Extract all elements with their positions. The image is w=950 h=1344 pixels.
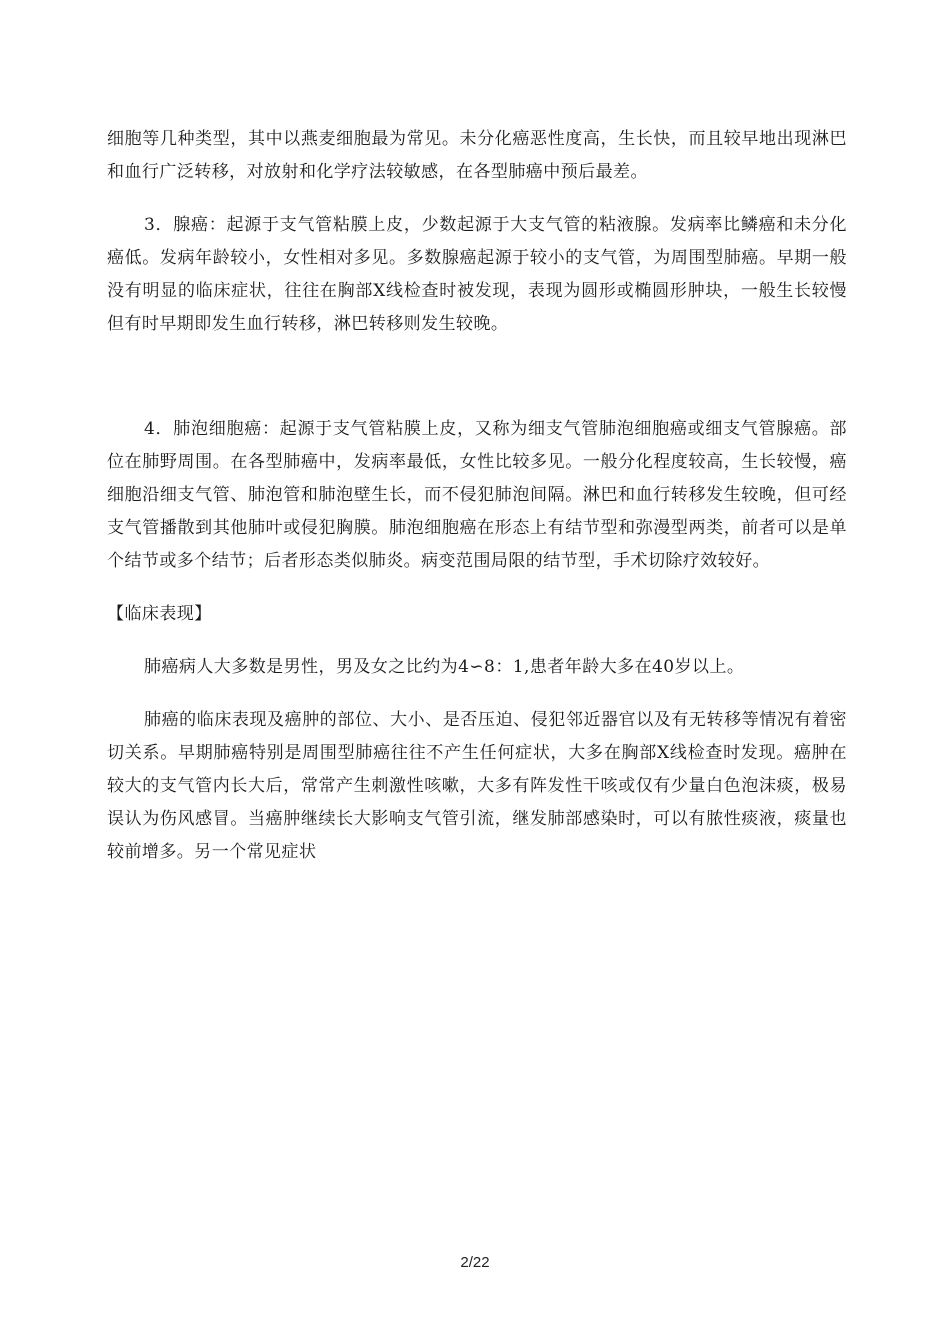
paragraph-continuation: 细胞等几种类型，其中以燕麦细胞最为常见。未分化癌恶性度高，生长快，而且较早地出现淋巴和血行广泛转移，对放射和化学疗法较敏感，在各型肺癌中预后最差。 [107, 129, 847, 182]
document-body [107, 123, 847, 869]
paragraph-clinical-presentation: 肺癌的临床表现及癌肿的部位、大小、是否压迫、侵犯邻近器官以及有无转移等情况有着密切关系。早期肺癌特别是周围型肺癌往往不产生任何症状，大多在胸部X线检查时发现。癌肿在较大的支气管内长大后，常常产生刺激性咳嗽，大多有阵发性干咳或仅有少量白色泡沫痰，极易误认为伤风感冒。当癌肿继续长大影响支气管引流，继发肺部感染时，可以有脓性痰液，痰量也较前增多。另一个常见症状 [107, 710, 847, 862]
paragraph-demographics: 肺癌病人大多数是男性，男及女之比约为4∽8：1,患者年龄大多在40岁以上。 [144, 657, 745, 677]
paragraph-alveolar-cell-carcinoma: 4．肺泡细胞癌：起源于支气管粘膜上皮，又称为细支气管肺泡细胞癌或细支气管腺癌。部位在肺野周围。在各型肺癌中，发病率最低，女性比较多见。一般分化程度较高，生长较慢，癌细胞沿细支气管、肺泡管和肺泡壁生长，而不侵犯肺泡间隔。淋巴和血行转移发生较晚，但可经支气管播散到其他肺叶或侵犯胸膜。肺泡细胞癌在形态上有结节型和弥漫型两类，前者可以是单个结节或多个结节；后者形态类似肺炎。病变范围局限的结节型，手术切除疗效较好。 [107, 419, 847, 571]
paragraph-adenocarcinoma: 3．腺癌：起源于支气管粘膜上皮，少数起源于大支气管的粘液腺。发病率比鳞癌和未分化癌低。发病年龄较小，女性相对多见。多数腺癌起源于较小的支气管，为周围型肺癌。早期一般没有明显的临床症状，往往在胸部X线检查时被发现，表现为圆形或椭圆形肿块，一般生长较慢但有时早期即发生血行转移，淋巴转移则发生较晚。 [107, 215, 847, 334]
section-heading-clinical: 【临床表现】 [107, 604, 212, 624]
page-number: 2/22 [460, 1254, 490, 1271]
